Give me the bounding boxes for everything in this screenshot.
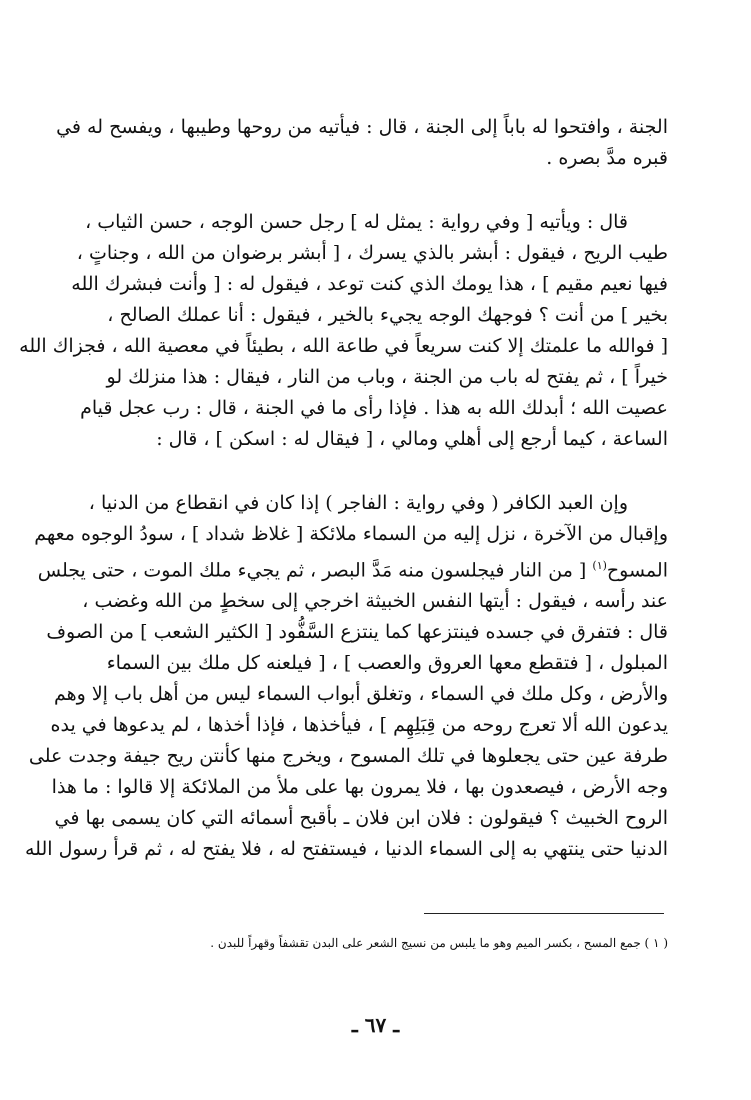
text-line: قبره مدَّ بصره . xyxy=(546,147,668,169)
text-line: طرفة عين حتى يجعلوها في تلك المسوح ، ويخرج منها كأنتن ريح جيفة وجدت على xyxy=(28,745,668,768)
text-line: عصيت الله ؛ أبدلك الله به هذا . فإذا رأى ما في الجنة ، قال : رب عجل قيام xyxy=(80,397,668,419)
text-line: الساعة ، كيما أرجع إلى أهلي ومالي ، [ فيقال له : اسكن ] ، قال : xyxy=(156,428,668,450)
text-line: قال : فتفرق في جسده فينتزعها كما ينتزع السَّفُّود [ الكثير الشعب ] من الصوف xyxy=(46,621,668,644)
text-line: وجه الأرض ، فيصعدون بها ، فلا يمرون بها على ملأ من الملائكة إلا قالوا : ما هذا xyxy=(51,776,668,799)
text-line: فيها نعيم مقيم ] ، هذا يومك الذي كنت توعد ، فيقول له : [ وأنت فبشرك الله xyxy=(71,273,668,295)
text-line: طيب الريح ، فيقول : أبشر بالذي يسرك ، [ أبشر برضوان من الله ، وجناتٍ ، xyxy=(76,242,668,264)
text-line: الجنة ، وافتحوا له باباً إلى الجنة ، قال : فيأتيه من روحها وطيبها ، ويفسح له في xyxy=(56,116,668,138)
text-line: الدنيا حتى ينتهي به إلى السماء الدنيا ، فيستفتح له ، فلا يفتح له ، ثم قرأ رسول الله xyxy=(25,838,668,861)
text-line: قال : ويأتيه [ وفي رواية : يمثل له ] رجل حسن الوجه ، حسن الثياب ، xyxy=(85,211,628,233)
paragraph-3 xyxy=(25,488,668,865)
footnote: ( ١ ) جمع المسح ، بكسر الميم وهو ما يلبس من نسيج الشعر على البدن تقشفاً وقهراً للبدن . xyxy=(210,936,668,950)
text-line: عند رأسه ، فيقول : أيتها النفس الخبيثة اخرجي إلى سخطٍ من الله وغضب ، xyxy=(82,590,668,613)
text-line-rest: [ من النار فيجلسون منه مَدَّ البصر ، ثم يجيء ملك الموت ، حتى يجلس xyxy=(37,559,587,582)
text-line: والأرض ، وكل ملك في السماء ، وتغلق أبواب السماء ليس من أهل باب إلا وهم xyxy=(53,683,668,706)
footnote-word: المسوح xyxy=(606,559,668,582)
text-line: يدعون الله ألا تعرج روحه من قِبَلِهِم ] ، فيأخذها ، فإذا أخذها ، لم يدعوها في يده xyxy=(50,714,668,737)
text-line: خيراً ] ، ثم يفتح له باب من الجنة ، وباب من النار ، فيقال : هذا منزلك لو xyxy=(106,366,668,388)
footnote-divider xyxy=(424,913,664,914)
text-line: وإن العبد الكافر ( وفي رواية : الفاجر ) إذا كان في انقطاع من الدنيا ، xyxy=(88,492,628,514)
paragraph-2 xyxy=(19,207,668,455)
paragraph-1 xyxy=(56,112,668,174)
page-number: ـ ٦٧ ـ xyxy=(351,1013,400,1037)
text-line: بخير ] من أنت ؟ فوجهك الوجه يجيء بالخير ، فيقول : أنا عملك الصالح ، xyxy=(107,304,668,326)
text-line: الروح الخبيث ؟ فيقولون : فلان ابن فلان ـ بأقبح أسمائه التي كان يسمى بها في xyxy=(54,807,668,830)
text-line-with-footnote xyxy=(37,550,668,586)
text-line: المبلول ، [ فتقطع معها العروق والعصب ] ، [ فيلعنه كل ملك بين السماء xyxy=(106,652,668,675)
footnote-marker[interactable]: (١) xyxy=(592,559,607,572)
text-line: [ فوالله ما علمتك إلا كنت سريعاً في طاعة الله ، بطيئاً في معصية الله ، فجزاك الله xyxy=(19,335,668,357)
text-line: وإقبال من الآخرة ، نزل إليه من السماء ملائكة [ غلاظ شداد ] ، سودُ الوجوه معهم xyxy=(34,523,668,545)
